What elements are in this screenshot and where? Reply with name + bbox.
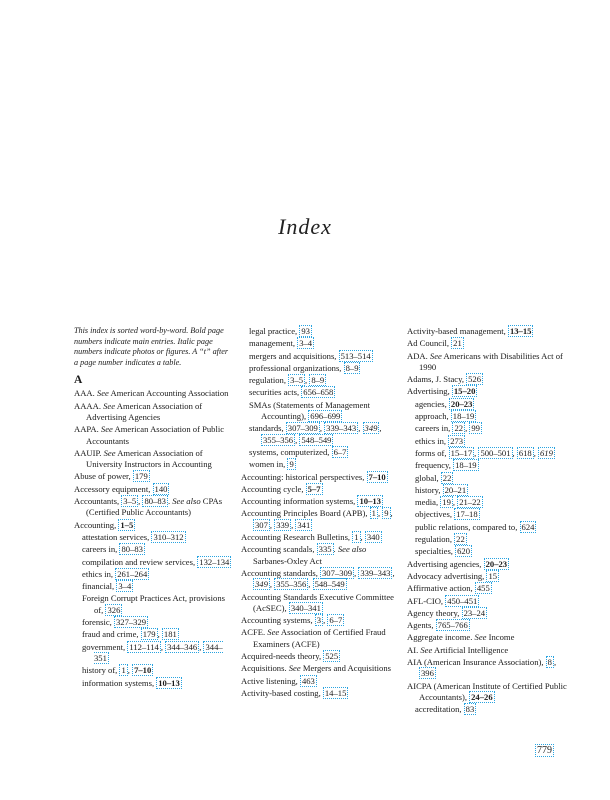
index-intro-note: This index is sorted word-by-word. Bold page numbers indicate main entries. Italic page numbers indicate photos or figures. A “t” after a page number indicates a table. [74, 326, 229, 367]
index-subentry: regulation, 22 [415, 534, 465, 545]
index-entry: AAPA. See American Association of Public Accountants [74, 424, 225, 446]
index-subentry: media, 19 , 21–22 [415, 497, 481, 508]
index-entry: AAAA. See American Association of Advertising Agencies [74, 400, 203, 422]
index-entry: Activity-based management, 13–15 [407, 326, 532, 336]
page-number: 779 [537, 745, 552, 756]
index-entry: AICPA (American Institute of Certified Public Accountants), 24–26 [407, 680, 567, 702]
index-entry: Accounting cycle, 5–7 [241, 483, 321, 494]
index-subentry: forensic, 327–329 [82, 617, 147, 628]
section-letter: A [74, 374, 83, 387]
index-entry: Agency theory, 23–24 [407, 607, 486, 618]
index-subentry: management, 3–4 [249, 338, 313, 349]
index-subentry: attestation services, 310–312 [82, 531, 184, 542]
index-subentry: public relations, compared to, 624 [415, 521, 535, 532]
index-entry: Advocacy advertising, 15 [407, 570, 498, 581]
index-entry: Accounting: historical perspectives, 7–10 [241, 471, 386, 482]
page-title: Index [278, 214, 332, 239]
index-entry: Advertising, 15–20 [407, 386, 476, 397]
index-subentry: information systems, 10–13 [82, 677, 180, 688]
index-entry: Activity-based costing, 14–15 [241, 687, 347, 698]
index-entry: Active listening, 463 [241, 675, 315, 686]
index-subentry: approach, 18–19 [415, 411, 475, 422]
index-subentry: standards, 307–309 , 339–343 , 349 , 355–356 , 548–549 [249, 423, 382, 445]
index-subentry: accreditation, 83 [415, 704, 475, 715]
index-entry: Abuse of power, 179 [74, 471, 148, 482]
index-subentry: fraud and crime, 179 , 181 [82, 629, 177, 640]
index-subentry: women in, 9 [249, 459, 294, 470]
index-entry: Adams, J. Stacy, 526 [407, 374, 482, 385]
index-column-3 [407, 326, 567, 717]
index-entry: Accounting, 1–5 [74, 519, 134, 530]
index-entry: Accessory equipment, 140 [74, 483, 168, 494]
index-subentry: mergers and acquisitions, 513–514 [249, 350, 371, 361]
index-subentry: financial, 3–4 [82, 581, 132, 592]
index-subentry: frequency, 18–19 [415, 460, 477, 471]
index-entries [407, 326, 567, 716]
index-entry: AAUIP. See American Association of University Instructors in Accounting [74, 447, 212, 470]
index-entry: Ad Council, 21 [407, 338, 462, 349]
index-subentry: ethics in, 261–264 [82, 568, 148, 579]
index-entry: Accounting standards, 307–309 , 339–343 , 349 , 355–356 , 548–549 [241, 567, 395, 590]
index-subentry: securities acts, 656–658 [249, 387, 334, 398]
index-entry: Aggregate income. See Income [407, 632, 515, 643]
index-entry: Accounting Principles Board (APB), 1 , 9 , 307 , 339 , 341 [241, 508, 393, 530]
index-subentry: ethics in, 273 [415, 435, 464, 446]
index-entry: Accounting Standards Executive Committee (AcSEC), 340–341 [241, 591, 394, 613]
index-entry: Accounting scandals, 335 . See also Sarbanes-Oxley Act [241, 544, 367, 566]
index-subentry: SMAs (Statements of Management Accounting), 696–699 [249, 399, 371, 422]
index-entry: Acquired-needs theory, 525 [241, 651, 339, 662]
index-subentry: agencies, 20–23 [415, 398, 473, 409]
index-subentry: compilation and review services, 132–134 [82, 556, 230, 567]
index-subentry: careers in, 22 , 99 [415, 423, 480, 434]
index-subentry: regulation, 3–5 , 8–9 [249, 375, 325, 386]
index-subentry: specialties, 620 [415, 546, 470, 557]
index-subentry: legal practice, 93 [249, 326, 310, 336]
index-entry: Accountants, 3–5 , 80–83 . See also CPAs (Certified Public Accountants) [74, 496, 223, 518]
index-entry: Advertising agencies, 20–23 [407, 558, 508, 569]
index-subentry: Foreign Corrupt Practices Act, provisions of, 326 [82, 593, 225, 615]
index-subentry: professional organizations, 8–9 [249, 362, 359, 373]
index-entry: Agents, 765–766 [407, 620, 468, 631]
index-subentry: global, 22 [415, 472, 452, 483]
index-entries [74, 388, 232, 688]
index-subentry: forms of, 15–17 , 500–501 , 618 , 619 [415, 447, 553, 458]
index-entry: Acquisitions. See Mergers and Acquisitions [241, 663, 391, 674]
index-entry: ADA. See Americans with Disabilities Act of 1990 [407, 350, 563, 372]
index-subentry: history, 20–21 [415, 484, 467, 495]
index-entry: Accounting Research Bulletins, 1 , 340 [241, 532, 380, 543]
index-entry: AIA (American Insurance Association), 8 , 396 [407, 657, 557, 679]
index-entry: ACFE. See Association of Certified Fraud Examiners (ACFE) [241, 627, 386, 649]
index-entry: Accounting information systems, 10–13 [241, 496, 381, 507]
index-subentry: history of, 1 , 7–10 [82, 665, 152, 676]
index-entry: Affirmative action, 455 [407, 583, 490, 594]
index-column-1 [74, 326, 232, 690]
index-subentry: systems, computerized, 6–7 [249, 446, 347, 457]
index-entry: AFL-CIO, 450–451 [407, 595, 478, 606]
index-entry: AAA. See American Accounting Association [74, 388, 229, 399]
index-subentry: careers in, 80–83 [82, 544, 143, 555]
index-column-2 [241, 326, 399, 700]
index-subentry: objectives, 17–18 [415, 509, 478, 520]
index-entries [241, 326, 399, 699]
index-entry: AI. See Artificial Intelligence [407, 644, 509, 655]
index-subentry: government, 112–114 , 344–346 , 344–351 [82, 641, 223, 663]
index-entry: Accounting systems, 3 , 6–7 [241, 615, 343, 626]
